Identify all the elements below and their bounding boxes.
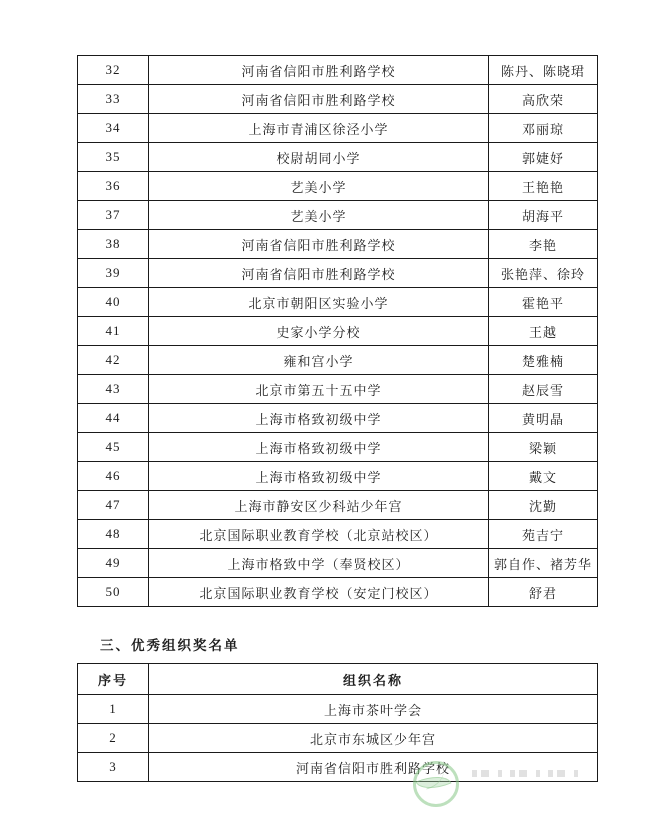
table-row xyxy=(78,549,598,578)
table-row xyxy=(78,433,598,462)
table-row xyxy=(78,491,598,520)
name-cell: 郭自作、褚芳华 xyxy=(489,549,598,578)
table-row xyxy=(78,172,598,201)
name-cell: 黄明晶 xyxy=(489,404,598,433)
school-cell: 上海市格致中学（奉贤校区） xyxy=(149,549,489,578)
name-cell: 沈勤 xyxy=(489,491,598,520)
name-cell: 李艳 xyxy=(489,230,598,259)
table-row xyxy=(78,375,598,404)
name-cell: 邓丽琼 xyxy=(489,114,598,143)
name-cell: 郭婕妤 xyxy=(489,143,598,172)
serial-cell: 37 xyxy=(78,201,149,230)
table-row xyxy=(78,114,598,143)
table-row xyxy=(78,317,598,346)
name-cell: 苑吉宁 xyxy=(489,520,598,549)
table-row xyxy=(78,56,598,85)
name-cell: 王艳艳 xyxy=(489,172,598,201)
serial-cell: 36 xyxy=(78,172,149,201)
school-cell: 河南省信阳市胜利路学校 xyxy=(149,56,489,85)
name-cell: 霍艳平 xyxy=(489,288,598,317)
school-cell: 上海市青浦区徐泾小学 xyxy=(149,114,489,143)
school-cell: 上海市格致初级中学 xyxy=(149,462,489,491)
section-title: 三、优秀组织奖名单 xyxy=(100,638,240,653)
table-row xyxy=(78,578,598,607)
name-cell: 陈丹、陈晓珺 xyxy=(489,56,598,85)
faint-watermark-marks xyxy=(472,770,584,777)
org-name-cell: 河南省信阳市胜利路学校 xyxy=(149,753,598,782)
school-cell: 北京国际职业教育学校（安定门校区） xyxy=(149,578,489,607)
school-cell: 校尉胡同小学 xyxy=(149,143,489,172)
table-row xyxy=(78,462,598,491)
serial-cell: 40 xyxy=(78,288,149,317)
school-cell: 艺美小学 xyxy=(149,201,489,230)
school-cell: 河南省信阳市胜利路学校 xyxy=(149,259,489,288)
school-cell: 上海市格致初级中学 xyxy=(149,433,489,462)
serial-cell: 49 xyxy=(78,549,149,578)
school-cell: 北京国际职业教育学校（北京站校区） xyxy=(149,520,489,549)
serial-cell: 46 xyxy=(78,462,149,491)
name-cell: 梁颖 xyxy=(489,433,598,462)
award-winners-table-body xyxy=(78,56,598,607)
serial-cell: 47 xyxy=(78,491,149,520)
serial-cell: 43 xyxy=(78,375,149,404)
school-cell: 艺美小学 xyxy=(149,172,489,201)
serial-column-header: 序号 xyxy=(78,664,149,695)
table-row xyxy=(78,695,598,724)
org-name-cell: 上海市茶叶学会 xyxy=(149,695,598,724)
serial-cell: 45 xyxy=(78,433,149,462)
org-name-cell: 北京市东城区少年宫 xyxy=(149,724,598,753)
serial-cell: 34 xyxy=(78,114,149,143)
serial-cell: 32 xyxy=(78,56,149,85)
org-awards-table-body xyxy=(78,695,598,782)
school-cell: 河南省信阳市胜利路学校 xyxy=(149,85,489,114)
org-awards-table xyxy=(77,663,598,782)
table-row xyxy=(78,85,598,114)
school-cell: 北京市朝阳区实验小学 xyxy=(149,288,489,317)
serial-cell: 2 xyxy=(78,724,149,753)
school-cell: 河南省信阳市胜利路学校 xyxy=(149,230,489,259)
school-cell: 上海市静安区少科站少年宫 xyxy=(149,491,489,520)
name-cell: 楚雅楠 xyxy=(489,346,598,375)
table-row xyxy=(78,520,598,549)
table-row xyxy=(78,201,598,230)
org-name-column-header: 组织名称 xyxy=(149,664,598,695)
name-cell: 赵辰雪 xyxy=(489,375,598,404)
serial-cell: 33 xyxy=(78,85,149,114)
table-row xyxy=(78,143,598,172)
name-cell: 舒君 xyxy=(489,578,598,607)
serial-cell: 50 xyxy=(78,578,149,607)
serial-cell: 44 xyxy=(78,404,149,433)
table-header-row xyxy=(78,664,598,695)
serial-cell: 41 xyxy=(78,317,149,346)
name-cell: 戴文 xyxy=(489,462,598,491)
table-row xyxy=(78,230,598,259)
serial-cell: 3 xyxy=(78,753,149,782)
serial-cell: 38 xyxy=(78,230,149,259)
serial-cell: 39 xyxy=(78,259,149,288)
serial-cell: 1 xyxy=(78,695,149,724)
school-cell: 史家小学分校 xyxy=(149,317,489,346)
school-cell: 北京市第五十五中学 xyxy=(149,375,489,404)
name-cell: 张艳萍、徐玲 xyxy=(489,259,598,288)
table-row xyxy=(78,259,598,288)
table-row xyxy=(78,753,598,782)
table-row xyxy=(78,404,598,433)
table-row xyxy=(78,724,598,753)
table-row xyxy=(78,288,598,317)
serial-cell: 35 xyxy=(78,143,149,172)
award-winners-table xyxy=(77,55,598,607)
school-cell: 上海市格致初级中学 xyxy=(149,404,489,433)
name-cell: 王越 xyxy=(489,317,598,346)
serial-cell: 48 xyxy=(78,520,149,549)
name-cell: 胡海平 xyxy=(489,201,598,230)
school-cell: 雍和宫小学 xyxy=(149,346,489,375)
table-row xyxy=(78,346,598,375)
serial-cell: 42 xyxy=(78,346,149,375)
name-cell: 高欣荣 xyxy=(489,85,598,114)
